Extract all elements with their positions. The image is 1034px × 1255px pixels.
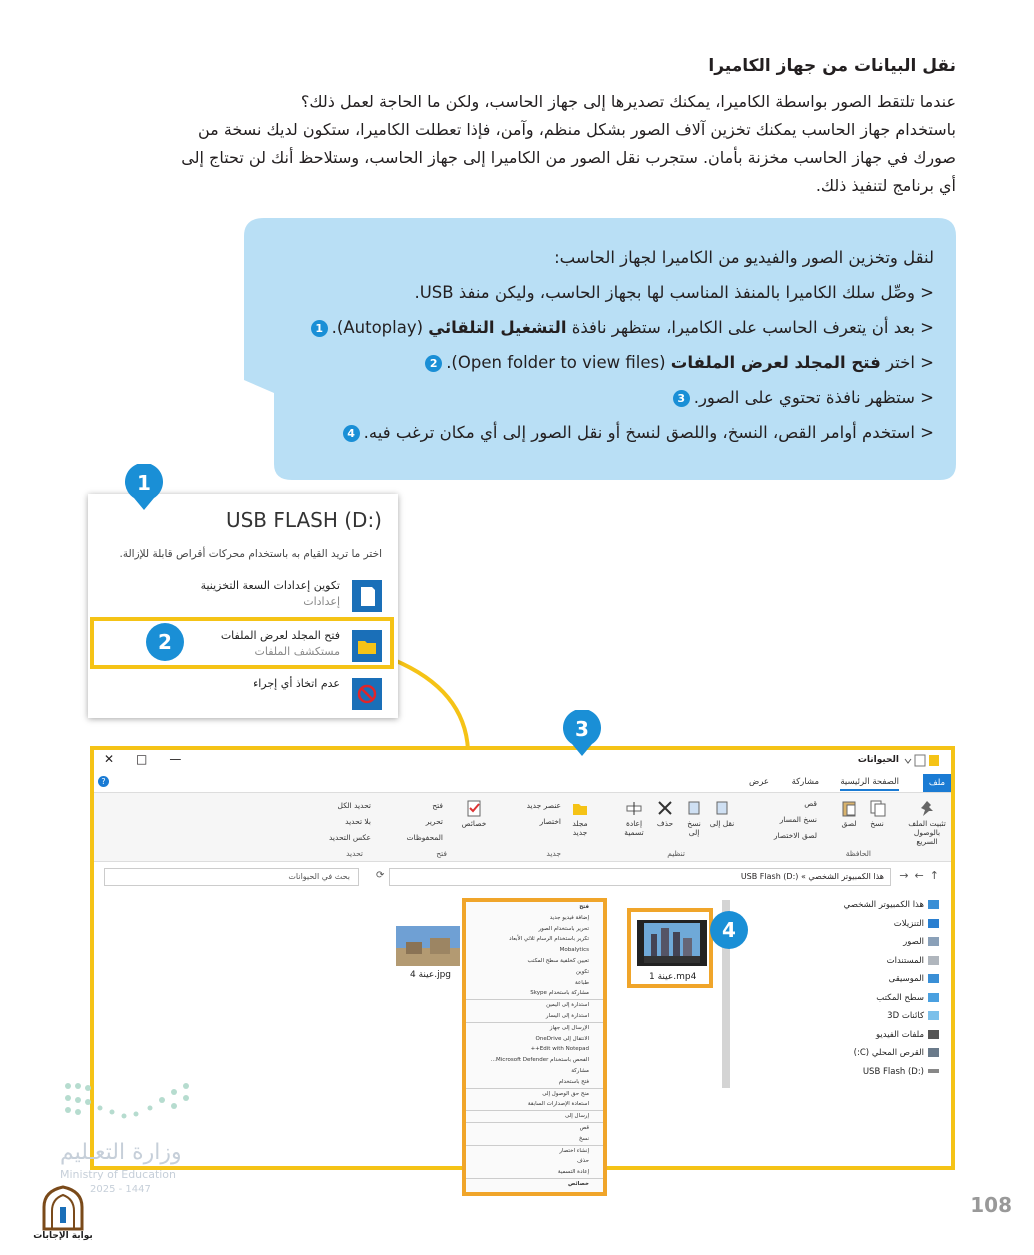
easy-access-button[interactable]: اختصار xyxy=(539,817,561,826)
step-5-text: < استخدم أوامر القص، النسخ، واللصق لنسخ أو نقل الصور إلى أي مكان ترغب فيه. xyxy=(363,423,934,442)
video-file-name: عينة 1.mp4 xyxy=(649,972,697,982)
context-menu-item[interactable]: إرسال إلى xyxy=(466,1111,603,1123)
new-item-button[interactable]: عنصر جديد xyxy=(526,801,561,810)
select-all-button[interactable]: تحديد الكل xyxy=(337,801,371,810)
nav-label: القرص المحلي (C:) xyxy=(853,1048,924,1058)
select-none-button[interactable]: بلا تحديد xyxy=(345,817,371,826)
step-3-bold: فتح المجلد لعرض الملفات xyxy=(670,353,881,372)
3d-objects-icon xyxy=(928,1011,939,1020)
steps-intro: لنقل وتخزين الصور والفيديو من الكاميرا لجهاز الحاسب: xyxy=(554,248,934,267)
ministry-logo-dots xyxy=(60,1078,200,1138)
pin-button[interactable] xyxy=(907,799,947,846)
nav-label: ملفات الفيديو xyxy=(876,1029,924,1040)
navigation-pane xyxy=(819,900,939,1085)
step-2-bold: التشغيل التلقائي xyxy=(428,318,567,337)
option-subtitle: مستكشف الملفات xyxy=(254,645,340,658)
option-subtitle: إعدادات xyxy=(303,595,340,608)
context-menu-item[interactable]: فتح باستخدام xyxy=(466,1077,603,1089)
image-thumbnail xyxy=(396,926,460,966)
watermark-english: Ministry of Education xyxy=(60,1168,177,1181)
tab-share[interactable]: مشاركة xyxy=(791,777,819,787)
nav-item[interactable] xyxy=(819,1048,939,1067)
nav-label: الصور xyxy=(903,937,924,947)
copy-icon xyxy=(867,799,887,817)
image-file-name: عينة 4.jpg xyxy=(410,970,452,980)
paste-button[interactable] xyxy=(837,799,861,828)
context-menu-item[interactable]: استدارة إلى اليمين xyxy=(546,1002,589,1009)
address-row xyxy=(94,866,951,888)
context-menu-item[interactable]: استدارة إلى اليسار xyxy=(466,1011,603,1023)
section-heading: نقل البيانات من جهاز الكاميرا xyxy=(708,56,956,76)
step-2-tail: (Autoplay). xyxy=(331,318,429,337)
context-menu-item[interactable]: Mobalytics xyxy=(559,947,589,954)
move-to-icon xyxy=(712,799,732,817)
context-menu-item[interactable]: الانتقال إلى OneDrive xyxy=(535,1035,589,1042)
edit-button[interactable]: تحرير xyxy=(425,817,443,826)
refresh-icon[interactable]: ⟳ xyxy=(376,870,385,881)
context-menu-item[interactable]: حذف xyxy=(577,1158,589,1165)
intro-line: عندما تلتقط الصور بواسطة الكاميرا، يمكنك تصديرها إلى جهاز الحاسب، ولكن ما الحاجة لعمل ذلك؟ xyxy=(300,92,956,111)
tab-home[interactable]: الصفحة الرئيسية xyxy=(840,777,899,791)
context-menu-item[interactable]: تحرير باستخدام الصور xyxy=(538,925,589,932)
move-to-label: نقل إلى xyxy=(709,819,735,828)
context-menu-item[interactable]: تكوين xyxy=(575,968,589,975)
local-disk-icon xyxy=(928,1048,939,1057)
group-new: جديد xyxy=(546,849,561,858)
context-menu-item[interactable]: فتح xyxy=(579,904,589,910)
context-menu-item[interactable]: خصائص xyxy=(567,1180,589,1187)
nav-label: USB Flash (D:) xyxy=(862,1066,924,1077)
nav-arrows-icon[interactable]: →←↑ xyxy=(899,869,945,882)
open-button[interactable]: فتح xyxy=(432,801,443,810)
option-title: تكوين إعدادات السعة التخزينية xyxy=(200,579,340,592)
paste-icon xyxy=(839,799,859,817)
nav-label: الموسيقى xyxy=(888,974,924,984)
context-menu-item[interactable]: منح حق الوصول إلى xyxy=(542,1090,589,1097)
context-menu-item[interactable]: قص xyxy=(579,1124,589,1131)
copy-to-icon xyxy=(684,799,704,817)
copy-label: نسخ xyxy=(870,819,884,828)
sd-card-icon xyxy=(352,580,382,612)
callout-badge-2 xyxy=(146,623,184,665)
step-number-badge: 3 xyxy=(673,390,690,407)
properties-label: خصائص xyxy=(461,819,487,828)
nav-item[interactable] xyxy=(819,1067,939,1086)
properties-button[interactable] xyxy=(459,799,489,828)
group-clipboard: الحافظة xyxy=(845,849,871,858)
intro-line: صورك في جهاز الحاسب مخزنة بأمان. ستجرب نقل الصور من الكاميرا إلى جهاز الحاسب، وستلاحظ أنك لن تحتاج إلى xyxy=(181,148,956,167)
nav-label: هذا الكمبيوتر الشخصي xyxy=(843,900,924,910)
step-number-badge: 4 xyxy=(343,425,360,442)
step-number-badge: 1 xyxy=(311,320,328,337)
group-open: فتح xyxy=(436,849,447,858)
downloads-icon xyxy=(928,919,939,928)
history-button[interactable]: المحفوظات xyxy=(406,833,443,842)
delete-label: حذف xyxy=(656,819,674,828)
delete-button[interactable] xyxy=(653,799,677,828)
context-menu-item[interactable]: Edit with Notepad++ xyxy=(530,1046,589,1053)
tab-view[interactable]: عرض xyxy=(748,777,769,787)
logo-text: بوابة الإجابات xyxy=(33,1231,93,1241)
invert-selection-button[interactable]: عكس التحديد xyxy=(329,833,371,842)
address-bar[interactable] xyxy=(389,868,891,886)
desktop-icon xyxy=(928,993,939,1002)
option-title: فتح المجلد لعرض الملفات xyxy=(220,629,340,642)
nav-item[interactable] xyxy=(819,900,939,919)
pin-icon xyxy=(917,799,937,817)
cut-button[interactable]: قص xyxy=(804,799,817,808)
context-menu-item[interactable]: طباعة xyxy=(575,979,589,986)
highlight-open-folder xyxy=(90,617,394,669)
context-menu-item[interactable]: تكرير باستخدام الرسام ثلاثي الأبعاد xyxy=(509,936,589,943)
nav-item[interactable] xyxy=(819,993,939,1012)
documents-icon xyxy=(928,956,939,965)
quick-access-toolbar-icon[interactable] xyxy=(903,754,941,768)
context-menu xyxy=(462,898,607,1196)
callout-badge-3 xyxy=(563,710,601,760)
nav-item[interactable] xyxy=(819,937,939,956)
copy-to-label: نسخ إلى xyxy=(687,819,701,837)
pin-label: تثبيت الملف بالوصول السريع xyxy=(908,819,946,846)
nav-item[interactable] xyxy=(819,1030,939,1049)
option-title: عدم اتخاذ أي إجراء xyxy=(253,677,340,690)
new-folder-label: مجلد جديد xyxy=(572,819,588,837)
nav-item[interactable] xyxy=(819,919,939,938)
group-organize: تنظيم xyxy=(667,849,685,858)
autoplay-window xyxy=(88,494,398,718)
context-menu-item[interactable]: إعادة التسمية xyxy=(466,1167,603,1179)
badge-number: 3 xyxy=(575,717,589,741)
ribbon xyxy=(94,792,951,862)
nav-label: كائنات 3D xyxy=(887,1011,924,1021)
context-menu-item[interactable]: تعيين كخلفية سطح المكتب xyxy=(527,957,589,964)
mosque-logo-icon xyxy=(30,1185,96,1231)
watermark-arabic: وزارة التعـليم xyxy=(60,1140,182,1165)
window-title: الحيوانات xyxy=(857,755,899,765)
step-1: < وصِّل سلك الكاميرا بالمنفذ المناسب لها بجهاز الحاسب، وليكن منفذ USB. xyxy=(414,283,934,302)
badge-number: 2 xyxy=(158,630,172,654)
paste-label: لصق xyxy=(841,819,857,828)
group-select: تحديد xyxy=(346,849,363,858)
new-folder-button[interactable] xyxy=(567,799,593,837)
rename-icon xyxy=(624,799,644,817)
video-thumbnail xyxy=(637,920,707,966)
context-menu-item[interactable]: نسخ xyxy=(466,1134,603,1146)
copy-button[interactable] xyxy=(865,799,889,828)
copy-path-button[interactable]: نسخ المسار xyxy=(779,815,817,824)
usb-drive-icon xyxy=(928,1069,939,1073)
ribbon-tabs xyxy=(94,774,951,792)
answers-portal-logo xyxy=(30,1185,96,1247)
context-menu-item[interactable]: مشاركة xyxy=(571,1067,589,1074)
rename-button[interactable] xyxy=(619,799,649,837)
new-folder-icon xyxy=(570,799,590,817)
context-menu-item[interactable]: إضافة فيديو جديد xyxy=(549,914,589,921)
properties-icon xyxy=(464,799,484,817)
music-icon xyxy=(928,974,939,983)
search-placeholder: بحث في الحيوانات xyxy=(288,872,350,881)
nav-label: التنزيلات xyxy=(893,918,924,929)
rename-label: إعادة تسمية xyxy=(624,819,644,837)
badge-number: 4 xyxy=(722,918,736,942)
computer-icon xyxy=(928,900,939,909)
context-menu-item[interactable]: مشاركة باستخدام Skype xyxy=(466,988,603,1000)
paste-shortcut-button[interactable]: لصق الاختصار xyxy=(773,831,817,840)
nav-label: المستندات xyxy=(886,955,924,966)
move-to-button[interactable] xyxy=(709,799,735,828)
search-input[interactable] xyxy=(104,868,359,886)
nav-item[interactable] xyxy=(819,1011,939,1030)
video-file-item[interactable] xyxy=(627,908,713,988)
tab-file[interactable]: ملف xyxy=(923,774,951,792)
nav-item[interactable] xyxy=(819,956,939,975)
intro-line: باستخدام جهاز الحاسب يمكنك تخزين آلاف الصور بشكل منظم، وآمن، فإذا تعطلت الكاميرا، ستكون لديك نسخة من xyxy=(197,120,956,139)
step-3-tail: (Open folder to view files). xyxy=(446,353,671,372)
address-text: USB Flash (D:) « هذا الكمبيوتر الشخصي xyxy=(740,872,884,881)
title-bar xyxy=(94,750,951,772)
context-menu-item[interactable]: الإرسال إلى جهاز xyxy=(549,1024,589,1031)
callout-badge-4 xyxy=(710,911,748,953)
ministry-watermark xyxy=(60,1078,200,1198)
nav-item[interactable] xyxy=(819,974,939,993)
help-icon[interactable]: ? xyxy=(98,776,109,787)
autoplay-title: USB FLASH (D:) xyxy=(225,508,382,532)
autoplay-prompt: اختر ما تريد القيام به باستخدام محركات أقراص قابلة للإزالة. xyxy=(119,548,382,560)
callout-badge-1 xyxy=(125,464,163,514)
autoplay-option-storage[interactable] xyxy=(112,576,382,616)
step-number-badge: 2 xyxy=(425,355,442,372)
context-menu-item[interactable]: الفحص باستخدام Microsoft Defender... xyxy=(490,1057,589,1064)
badge-number: 1 xyxy=(137,471,151,495)
pictures-icon xyxy=(928,937,939,946)
watermark-year: 2025 - 1447 xyxy=(90,1184,151,1195)
step-3-text: < اختر xyxy=(880,353,934,372)
delete-icon xyxy=(655,799,675,817)
autoplay-option-no-action[interactable] xyxy=(112,674,382,714)
step-2-text: < بعد أن يتعرف الحاسب على الكاميرا، ستظهر نافذة xyxy=(566,318,934,337)
context-menu-item[interactable]: استعادة الإصدارات السابقة xyxy=(466,1099,603,1111)
videos-icon xyxy=(928,1030,939,1039)
context-menu-item[interactable]: إنشاء اختصار xyxy=(559,1147,589,1154)
copy-to-button[interactable] xyxy=(681,799,707,837)
window-controls[interactable]: ✕□— xyxy=(104,752,204,766)
step-4-text: < ستظهر نافذة تحتوي على الصور. xyxy=(693,388,934,407)
page-number: 108 xyxy=(970,1193,1012,1217)
no-action-icon xyxy=(352,678,382,710)
nav-label: سطح المكتب xyxy=(876,992,924,1003)
intro-line: أي برنامج لتنفيذ ذلك. xyxy=(815,176,956,195)
image-file-item[interactable] xyxy=(396,926,460,980)
